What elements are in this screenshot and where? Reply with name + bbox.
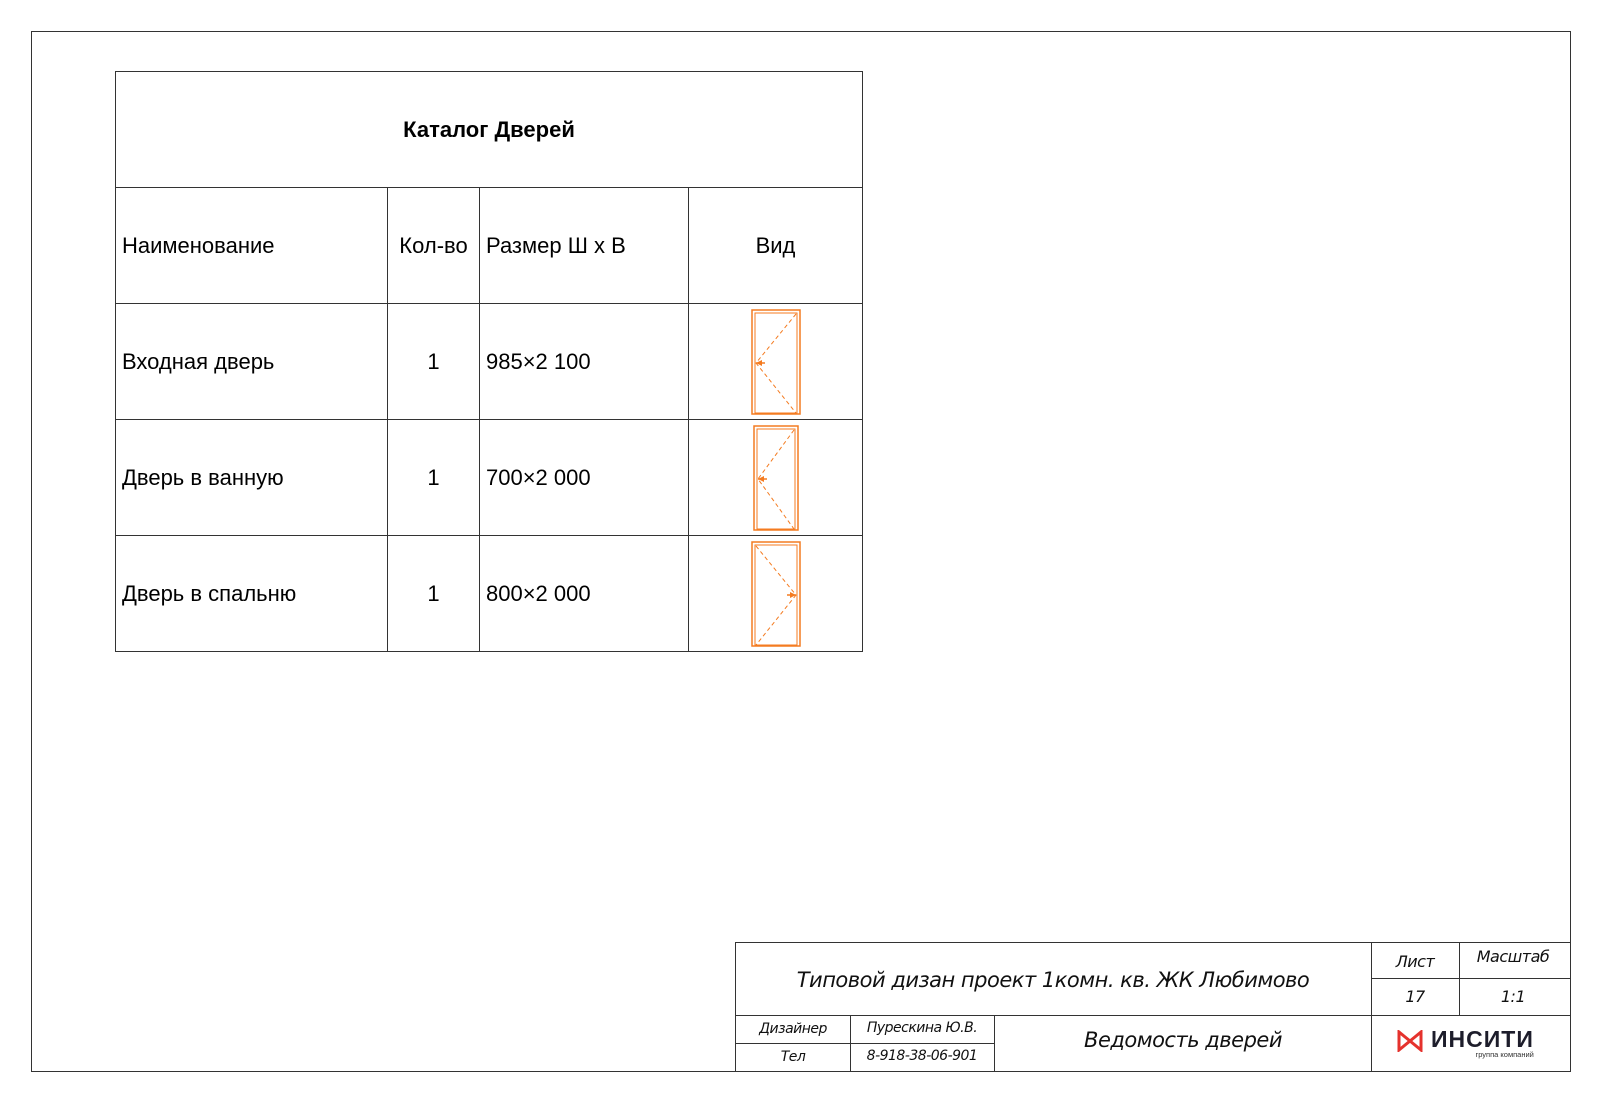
door-qty: 1 [388, 420, 480, 536]
table-row [116, 304, 863, 420]
door-size: 800×2 000 [480, 536, 689, 652]
catalog-title: Каталог Дверей [116, 72, 863, 188]
door-view [689, 304, 863, 420]
header-qty: Кол-во [388, 188, 480, 304]
door-name: Входная дверь [116, 304, 388, 420]
door-name: Дверь в спальню [116, 536, 388, 652]
door-qty: 1 [388, 304, 480, 420]
header-size: Размер Ш х В [480, 188, 689, 304]
scale-value: 1:1 [1500, 987, 1526, 1006]
door-elevation-icon [753, 425, 799, 531]
door-elevation-icon [751, 309, 801, 415]
door-view [689, 536, 863, 652]
project-title: Типовой дизан проект 1комн. кв. ЖК Любимово [796, 968, 1310, 992]
company-logo [1397, 1028, 1534, 1059]
table-row [116, 536, 863, 652]
designer-name: Пурескина Ю.В. [866, 1020, 978, 1036]
door-qty: 1 [388, 536, 480, 652]
scale-label: Масштаб [1476, 947, 1550, 966]
door-size: 985×2 100 [480, 304, 689, 420]
phone-number: 8-918-38-06-901 [866, 1048, 978, 1064]
title-block [735, 942, 1571, 1072]
door-catalog-table [115, 71, 863, 652]
logo-subtitle: группа компаний [1475, 1050, 1534, 1059]
phone-label: Тел [780, 1049, 806, 1065]
sheet-label: Лист [1395, 952, 1435, 971]
drawing-name: Ведомость дверей [1084, 1028, 1282, 1052]
table-row [116, 420, 863, 536]
logo-mark-icon [1397, 1030, 1423, 1052]
door-size: 700×2 000 [480, 420, 689, 536]
door-elevation-icon [751, 541, 801, 647]
logo-name: ИНСИТИ [1431, 1026, 1534, 1052]
door-name: Дверь в ванную [116, 420, 388, 536]
designer-label: Дизайнер [759, 1021, 827, 1037]
door-view [689, 420, 863, 536]
table-header-row [116, 188, 863, 304]
header-name: Наименование [116, 188, 388, 304]
table-title-row [116, 72, 863, 188]
sheet-number: 17 [1405, 987, 1425, 1006]
header-view: Вид [689, 188, 863, 304]
